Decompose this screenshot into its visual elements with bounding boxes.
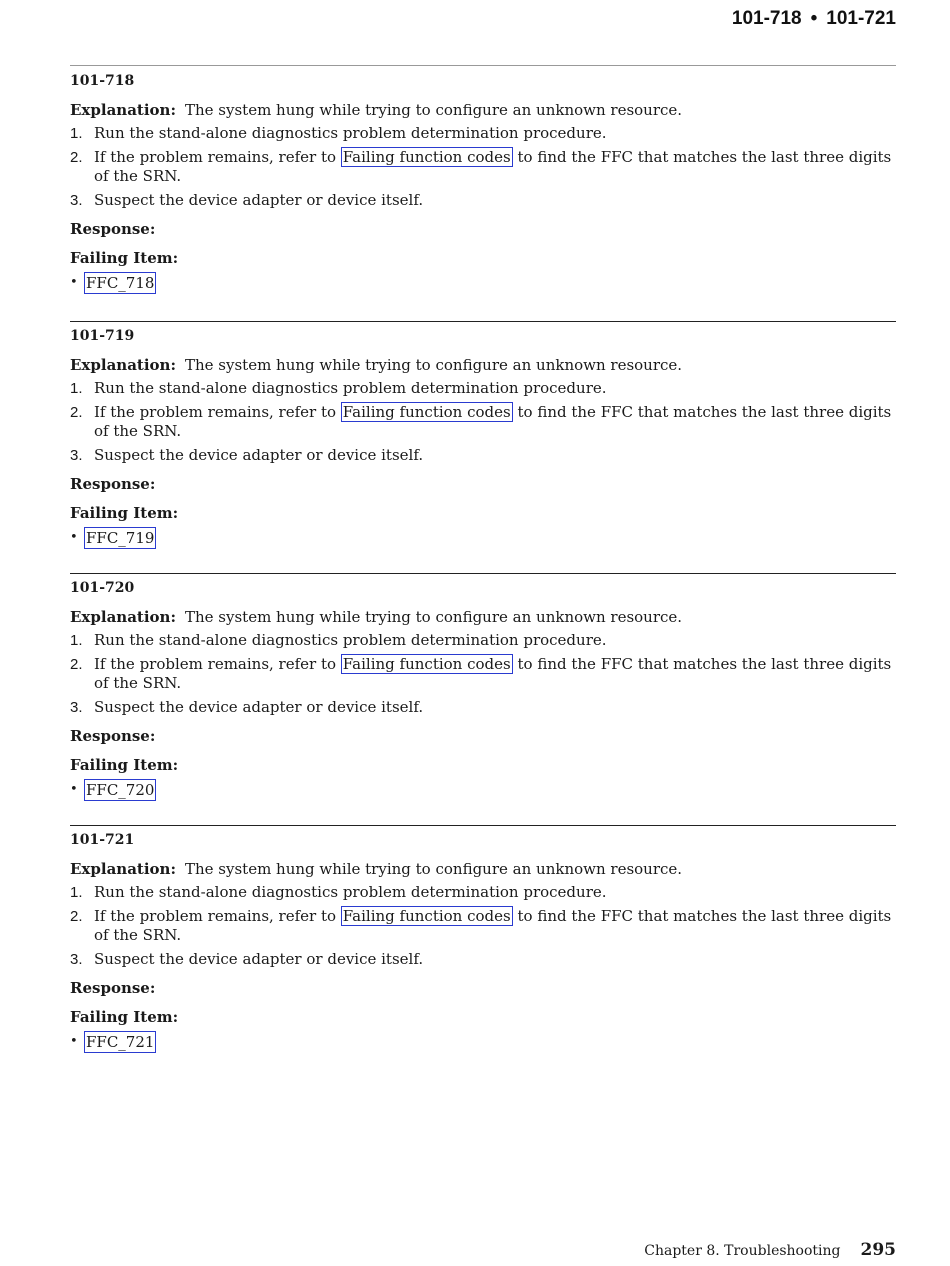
- step-text-pre: If the problem remains, refer to: [94, 148, 341, 166]
- explanation-text: The system hung while trying to configure an unknown resource.: [184, 608, 683, 626]
- step-text: Suspect the device adapter or device itself.: [94, 191, 424, 209]
- step-text: Run the stand-alone diagnostics problem determination procedure.: [94, 883, 607, 901]
- page-number: 295: [860, 1240, 896, 1260]
- explanation: [70, 859, 896, 879]
- srn-code: 101-719: [70, 328, 135, 344]
- step: [70, 631, 896, 650]
- step-number: 2.: [70, 908, 83, 925]
- explanation-label: Explanation:: [70, 608, 176, 626]
- explanation: [70, 355, 896, 375]
- explanation-label: Explanation:: [70, 356, 176, 374]
- explanation: [70, 100, 896, 120]
- step: [70, 655, 896, 693]
- step-number: 2.: [70, 149, 83, 166]
- step-text-pre: If the problem remains, refer to: [94, 403, 341, 421]
- failing-item: [70, 527, 896, 549]
- bullet-icon: •: [70, 782, 78, 797]
- failing-item-label: Failing Item:: [70, 1008, 179, 1026]
- header-last-code: 101-721: [826, 8, 896, 29]
- srn-code: 101-720: [70, 580, 135, 596]
- ffc-link[interactable]: FFC_721: [86, 1033, 155, 1051]
- step: [70, 379, 896, 398]
- bullet-icon: •: [70, 1034, 78, 1049]
- srn-code: 101-721: [70, 832, 135, 848]
- step-text: Run the stand-alone diagnostics problem determination procedure.: [94, 124, 607, 142]
- ffc-link[interactable]: FFC_720: [86, 781, 155, 799]
- srn-entry: [70, 321, 896, 573]
- explanation-text: The system hung while trying to configure an unknown resource.: [184, 860, 683, 878]
- step-text-pre: If the problem remains, refer to: [94, 655, 341, 673]
- failing-item: [70, 779, 896, 801]
- failing-item-label: Failing Item:: [70, 504, 179, 522]
- failing-function-codes-link[interactable]: Failing function codes: [342, 403, 511, 421]
- step-number: 2.: [70, 656, 83, 673]
- header-rule: [70, 65, 896, 66]
- response-label: Response:: [70, 475, 156, 493]
- procedure-steps: [70, 124, 896, 210]
- step: [70, 124, 896, 143]
- step: [70, 403, 896, 441]
- explanation-text: The system hung while trying to configure an unknown resource.: [184, 101, 683, 119]
- step-text-post: to find the FFC that matches the last three digits of the SRN.: [94, 907, 892, 944]
- step-number: 1.: [70, 380, 83, 397]
- explanation-label: Explanation:: [70, 101, 176, 119]
- bullet-icon: •: [70, 530, 78, 545]
- bullet-icon: •: [70, 275, 78, 290]
- step: [70, 907, 896, 945]
- header-first-code: 101-718: [731, 8, 802, 29]
- procedure-steps: [70, 379, 896, 465]
- step-text: Suspect the device adapter or device itself.: [94, 446, 424, 464]
- ffc-link[interactable]: FFC_718: [86, 274, 155, 292]
- step-text-post: to find the FFC that matches the last three digits of the SRN.: [94, 148, 892, 185]
- failing-item: [70, 1031, 896, 1053]
- step-number: 1.: [70, 125, 83, 142]
- srn-code: 101-718: [70, 73, 135, 89]
- explanation: [70, 607, 896, 627]
- chapter-title: Chapter 8. Troubleshooting: [644, 1243, 841, 1259]
- srn-entry: [70, 70, 896, 321]
- srn-entry: [70, 825, 896, 1077]
- failing-item-label: Failing Item:: [70, 756, 179, 774]
- procedure-steps: [70, 883, 896, 969]
- response-label: Response:: [70, 727, 156, 745]
- step-text: Run the stand-alone diagnostics problem determination procedure.: [94, 379, 607, 397]
- step: [70, 698, 896, 717]
- explanation-label: Explanation:: [70, 860, 176, 878]
- step-number: 1.: [70, 632, 83, 649]
- response-label: Response:: [70, 979, 156, 997]
- step-number: 2.: [70, 404, 83, 421]
- page-content: [70, 70, 896, 1077]
- explanation-text: The system hung while trying to configure an unknown resource.: [184, 356, 683, 374]
- step-number: 3.: [70, 447, 83, 464]
- step: [70, 950, 896, 969]
- step-text-pre: If the problem remains, refer to: [94, 907, 341, 925]
- step-text: Suspect the device adapter or device itself.: [94, 698, 424, 716]
- step-number: 1.: [70, 884, 83, 901]
- step-number: 3.: [70, 951, 83, 968]
- step-text: [94, 148, 896, 186]
- step: [70, 883, 896, 902]
- step-text: [94, 655, 896, 693]
- step-text: Suspect the device adapter or device itself.: [94, 950, 424, 968]
- failing-item-label: Failing Item:: [70, 249, 179, 267]
- step-text-post: to find the FFC that matches the last three digits of the SRN.: [94, 655, 892, 692]
- step-text: Run the stand-alone diagnostics problem determination procedure.: [94, 631, 607, 649]
- running-header: [732, 8, 896, 30]
- step: [70, 191, 896, 210]
- step-text: [94, 403, 896, 441]
- step: [70, 446, 896, 465]
- response-label: Response:: [70, 220, 156, 238]
- ffc-link[interactable]: FFC_719: [86, 529, 155, 547]
- step-number: 3.: [70, 192, 83, 209]
- header-separator: •: [810, 8, 818, 29]
- procedure-steps: [70, 631, 896, 717]
- failing-function-codes-link[interactable]: Failing function codes: [342, 655, 511, 673]
- page-footer: [644, 1240, 896, 1260]
- failing-function-codes-link[interactable]: Failing function codes: [342, 148, 511, 166]
- step-number: 3.: [70, 699, 83, 716]
- step-text: [94, 907, 896, 945]
- srn-entry: [70, 573, 896, 825]
- step-text-post: to find the FFC that matches the last three digits of the SRN.: [94, 403, 892, 440]
- failing-item: [70, 272, 896, 294]
- failing-function-codes-link[interactable]: Failing function codes: [342, 907, 511, 925]
- step: [70, 148, 896, 186]
